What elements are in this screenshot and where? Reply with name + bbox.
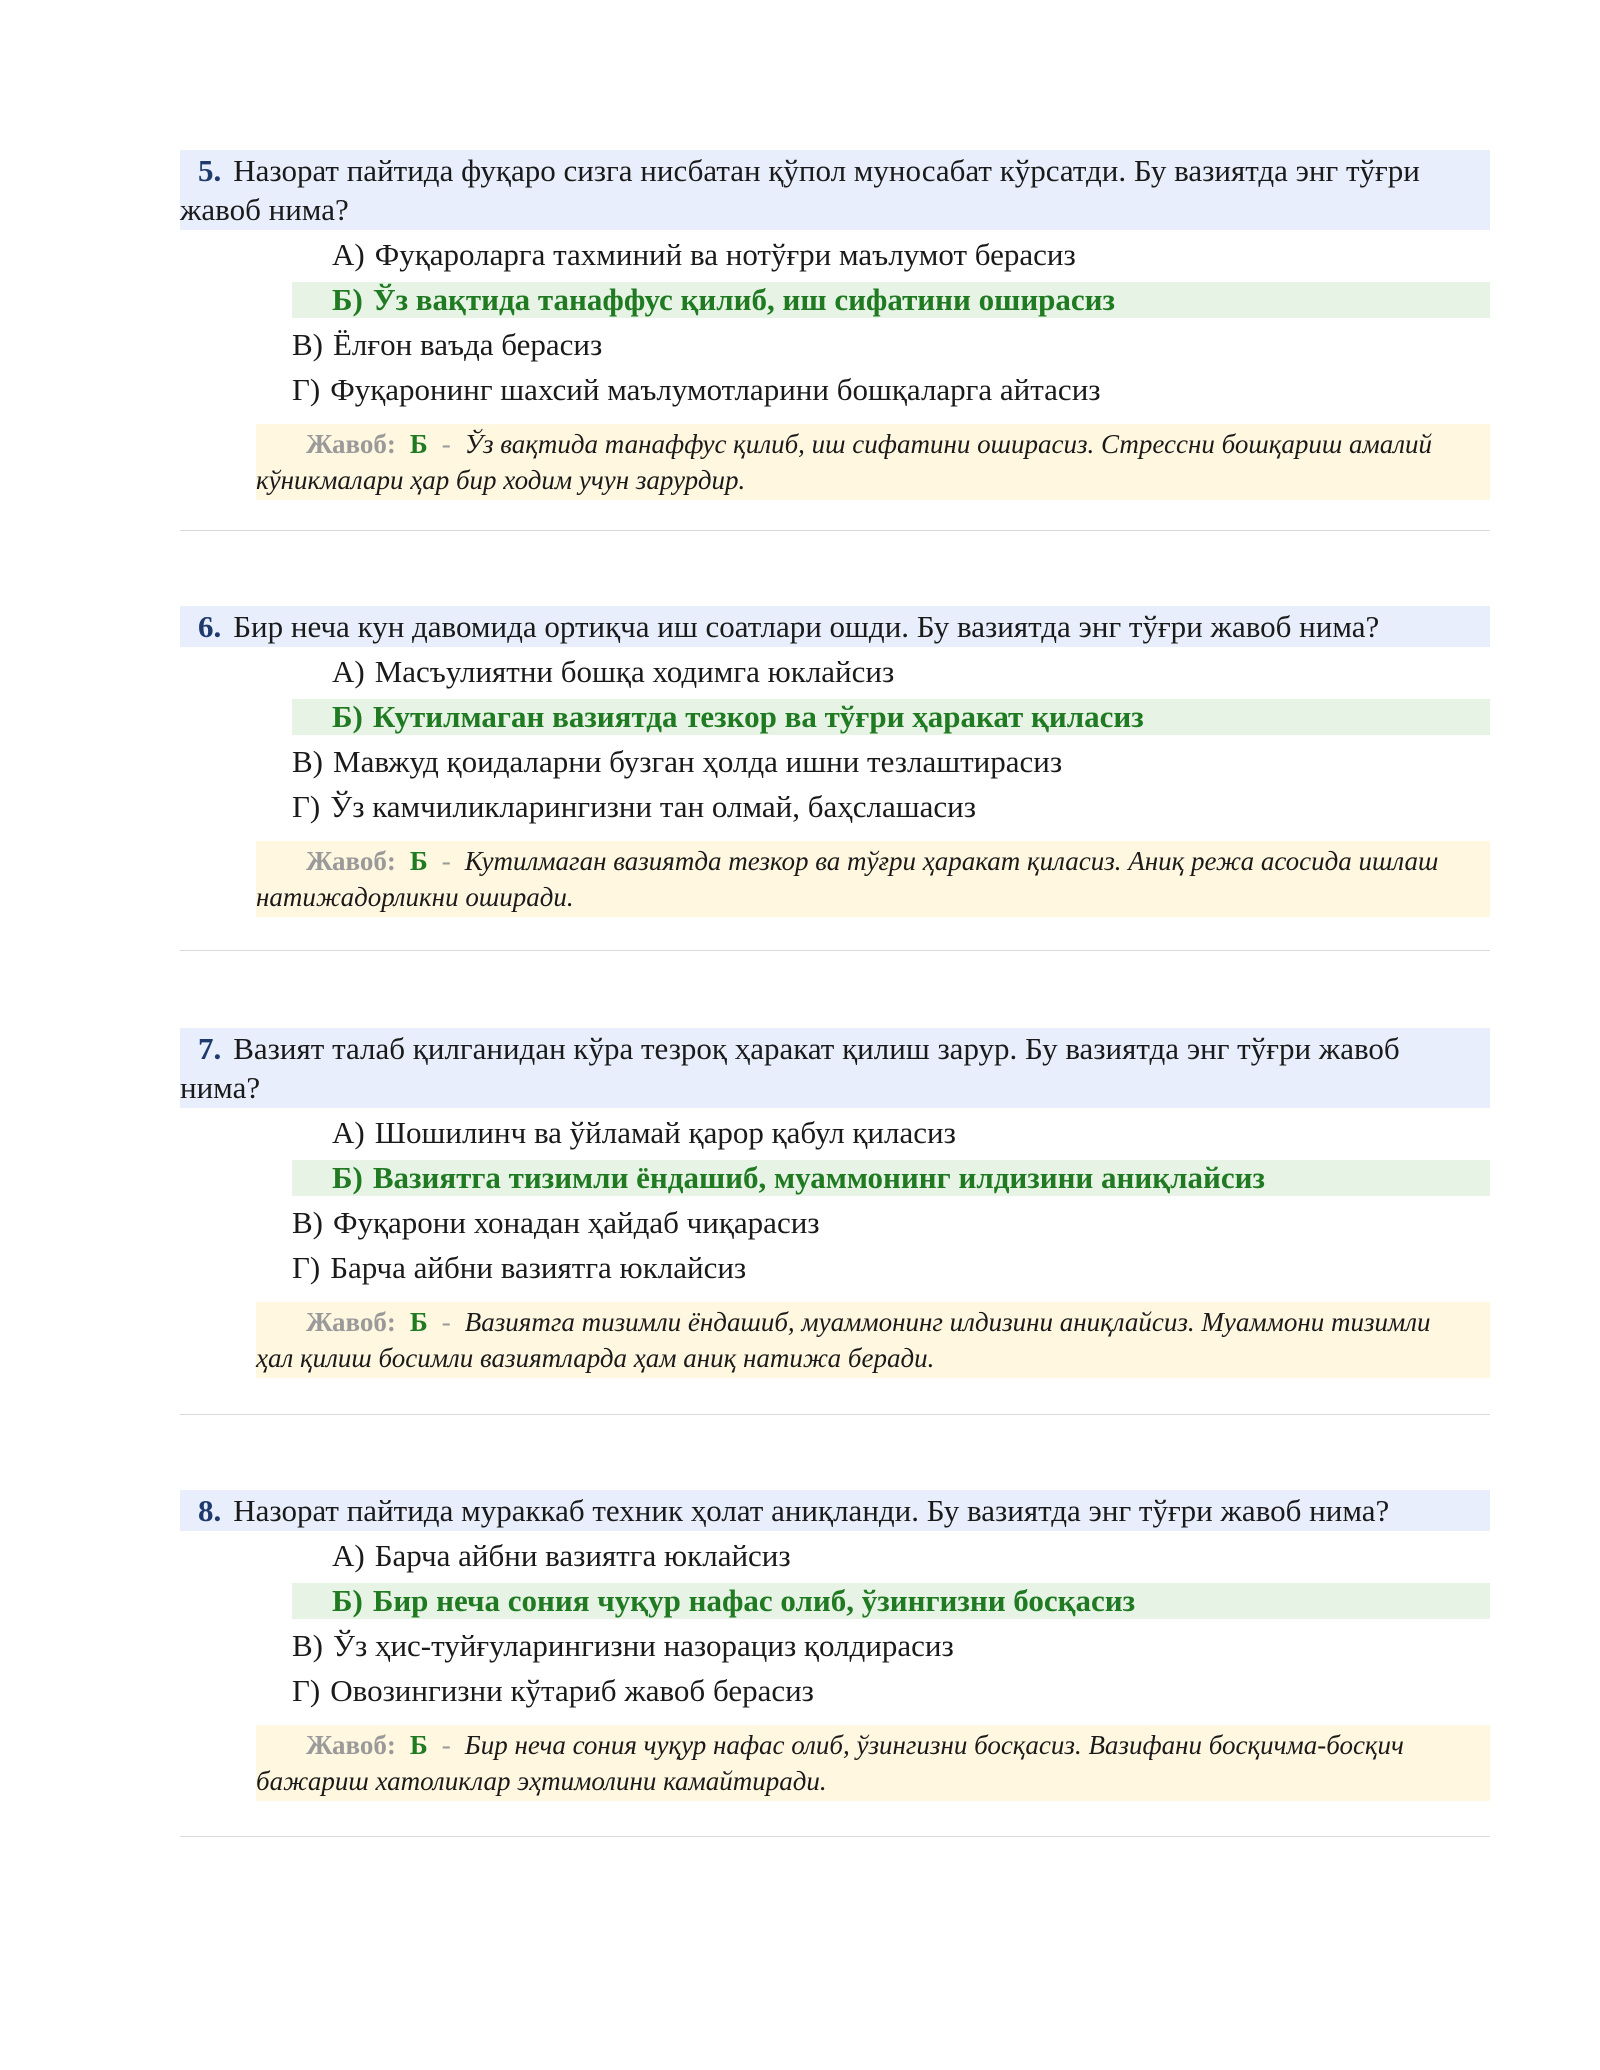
option-b-correct xyxy=(292,282,1490,318)
option-text: Масъулиятни бошқа ходимга юклайсиз xyxy=(374,654,895,689)
answer-label: Жавоб: xyxy=(306,429,396,459)
question-text xyxy=(180,150,1490,230)
option-a xyxy=(180,1538,1490,1574)
question-number: 5. xyxy=(198,153,222,188)
option-letter: Г) xyxy=(292,1250,321,1285)
question-block-5 xyxy=(180,150,1490,500)
answer-dash: - xyxy=(441,429,451,459)
option-text: Овозингизни кўтариб жавоб берасиз xyxy=(330,1673,814,1708)
question-number: 7. xyxy=(198,1031,222,1066)
option-text: Фуқароларга тахминий ва нотўғри маълумот берасиз xyxy=(374,237,1076,272)
question-number: 6. xyxy=(198,609,222,644)
option-letter: Б) xyxy=(332,699,363,734)
option-d xyxy=(180,1673,1490,1709)
option-letter: В) xyxy=(292,744,323,779)
section-divider xyxy=(180,950,1490,951)
option-c xyxy=(180,1205,1490,1241)
option-a xyxy=(180,237,1490,273)
answer-explanation xyxy=(256,424,1490,500)
section-divider xyxy=(180,530,1490,531)
option-letter: Г) xyxy=(292,372,321,407)
option-c xyxy=(180,744,1490,780)
option-text: Бир неча сония чуқур нафас олиб, ўзингизни босқасиз xyxy=(372,1583,1136,1618)
option-letter: А) xyxy=(332,654,365,689)
answer-explanation xyxy=(256,1302,1490,1378)
section-divider xyxy=(180,1414,1490,1415)
option-text: Ўз ҳис-туйғуларингизни назорациз қолдирасиз xyxy=(333,1628,954,1663)
option-d xyxy=(180,789,1490,825)
answer-text: Бир неча сония чуқур нафас олиб, ўзингизни босқасиз. Вазифани босқичма-босқич бажариш хатоликлар эҳтимолини камайтиради. xyxy=(256,1730,1404,1796)
answer-label: Жавоб: xyxy=(306,1730,396,1760)
question-block-8 xyxy=(180,1490,1490,1801)
answer-explanation xyxy=(256,1725,1490,1801)
option-d xyxy=(180,372,1490,408)
option-text: Шошилинч ва ўйламай қарор қабул қиласиз xyxy=(374,1115,956,1150)
question-text xyxy=(180,1028,1490,1108)
option-text: Кутилмаган вазиятда тезкор ва тўғри ҳаракат қиласиз xyxy=(372,699,1144,734)
option-letter: Г) xyxy=(292,1673,321,1708)
option-letter: В) xyxy=(292,1205,323,1240)
question-block-7 xyxy=(180,1028,1490,1378)
option-letter: А) xyxy=(332,1115,365,1150)
option-letter: А) xyxy=(332,1538,365,1573)
answer-letter: Б xyxy=(409,846,428,876)
question-body: Назорат пайтида мураккаб техник ҳолат аниқланди. Бу вазиятда энг тўғри жавоб нима? xyxy=(233,1493,1390,1528)
option-text: Фуқаронинг шахсий маълумотларини бошқаларга айтасиз xyxy=(330,372,1101,407)
answer-dash: - xyxy=(441,846,451,876)
answer-letter: Б xyxy=(409,1730,428,1760)
answer-text: Ўз вақтида танаффус қилиб, иш сифатини оширасиз. Стрессни бошқариш амалий кўникмалари ҳар бир ходим учун зарурдир. xyxy=(256,429,1432,495)
option-b-correct xyxy=(292,1160,1490,1196)
question-text xyxy=(180,1490,1490,1531)
option-text: Барча айбни вазиятга юклайсиз xyxy=(330,1250,747,1285)
option-d xyxy=(180,1250,1490,1286)
section-divider xyxy=(180,1836,1490,1837)
option-c xyxy=(180,1628,1490,1664)
answer-dash: - xyxy=(441,1307,451,1337)
option-letter: Б) xyxy=(332,1160,363,1195)
answer-dash: - xyxy=(441,1730,451,1760)
answer-explanation xyxy=(256,841,1490,917)
option-b-correct xyxy=(292,699,1490,735)
question-text xyxy=(180,606,1490,647)
answer-label: Жавоб: xyxy=(306,846,396,876)
option-text: Ёлғон ваъда берасиз xyxy=(333,327,603,362)
option-c xyxy=(180,327,1490,363)
option-letter: А) xyxy=(332,237,365,272)
question-body: Вазият талаб қилганидан кўра тезроқ ҳаракат қилиш зарур. Бу вазиятда энг тўғри жавоб нима? xyxy=(180,1031,1400,1105)
option-text: Фуқарони хонадан ҳайдаб чиқарасиз xyxy=(333,1205,820,1240)
option-text: Ўз камчиликларингизни тан олмай, баҳслашасиз xyxy=(330,789,976,824)
option-text: Ўз вақтида танаффус қилиб, иш сифатини оширасиз xyxy=(372,282,1115,317)
question-body: Бир неча кун давомида ортиқча иш соатлари ошди. Бу вазиятда энг тўғри жавоб нима? xyxy=(233,609,1380,644)
answer-text: Кутилмаган вазиятда тезкор ва тўғри ҳаракат қиласиз. Аниқ режа асосида ишлаш натижадорликни оширади. xyxy=(256,846,1439,912)
option-text: Вазиятга тизимли ёндашиб, муаммонинг илдизини аниқлайсиз xyxy=(372,1160,1265,1195)
option-letter: Б) xyxy=(332,282,363,317)
option-text: Мавжуд қоидаларни бузган ҳолда ишни тезлаштирасиз xyxy=(333,744,1063,779)
option-text: Барча айбни вазиятга юклайсиз xyxy=(374,1538,791,1573)
question-body: Назорат пайтида фуқаро сизга нисбатан қўпол муносабат кўрсатди. Бу вазиятда энг тўғри жавоб нима? xyxy=(180,153,1420,227)
answer-letter: Б xyxy=(409,1307,428,1337)
option-letter: В) xyxy=(292,1628,323,1663)
option-letter: Г) xyxy=(292,789,321,824)
answer-text: Вазиятга тизимли ёндашиб, муаммонинг илдизини аниқлайсиз. Муаммони тизимли ҳал қилиш босимли вазиятларда ҳам аниқ натижа беради. xyxy=(256,1307,1431,1373)
option-a xyxy=(180,1115,1490,1151)
question-block-6 xyxy=(180,606,1490,917)
option-letter: В) xyxy=(292,327,323,362)
option-letter: Б) xyxy=(332,1583,363,1618)
option-a xyxy=(180,654,1490,690)
answer-letter: Б xyxy=(409,429,428,459)
answer-label: Жавоб: xyxy=(306,1307,396,1337)
option-b-correct xyxy=(292,1583,1490,1619)
question-number: 8. xyxy=(198,1493,222,1528)
